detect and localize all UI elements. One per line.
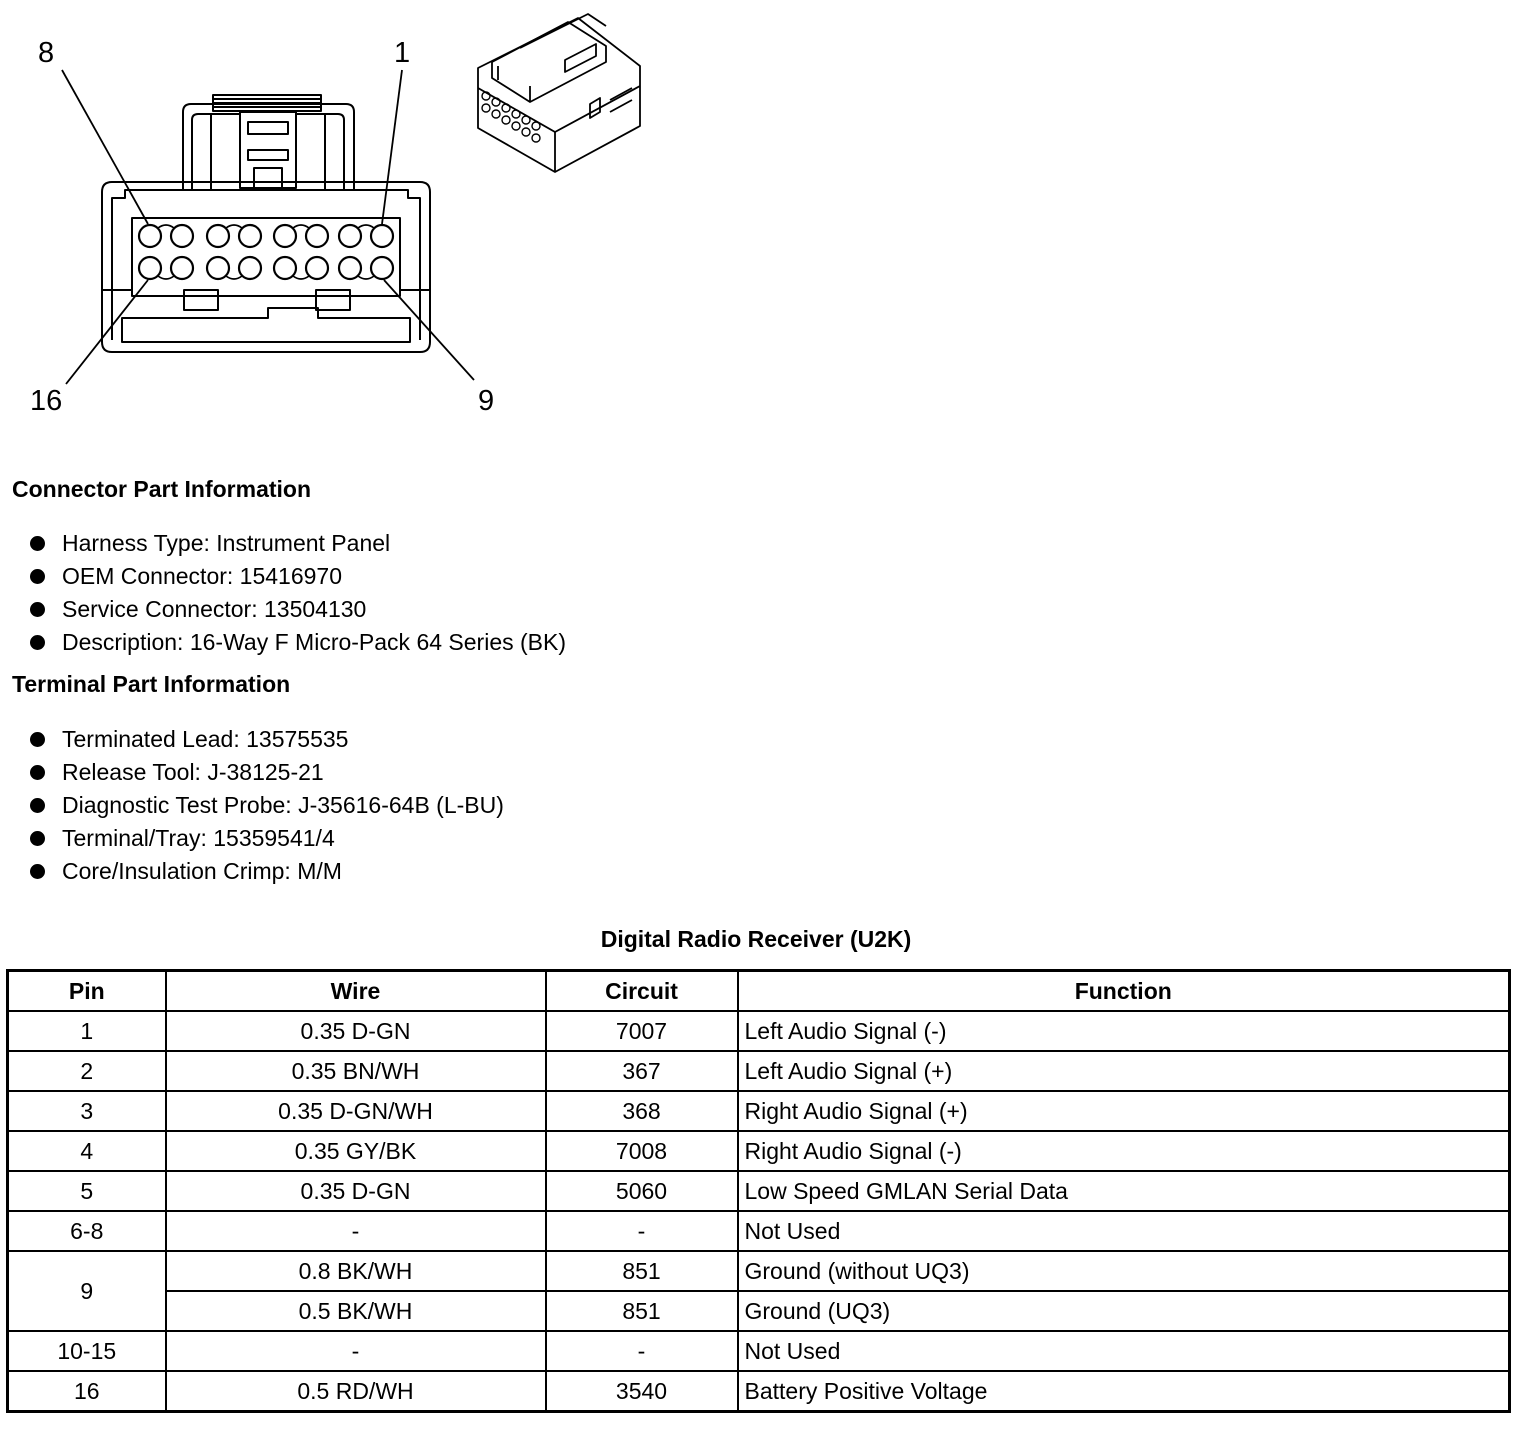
bullet-icon xyxy=(30,635,45,650)
connector-face-diagram xyxy=(0,0,700,450)
function-cell: Right Audio Signal (+) xyxy=(738,1091,1510,1131)
column-header-circuit: Circuit xyxy=(546,971,738,1012)
connector-latch xyxy=(183,95,354,190)
table-row xyxy=(8,1291,1510,1331)
wire-cell: 0.8 BK/WH xyxy=(166,1251,546,1291)
circuit-cell: 367 xyxy=(546,1051,738,1091)
bullet-icon xyxy=(30,798,45,813)
connector-housing xyxy=(102,182,430,352)
wire-cell: 0.5 RD/WH xyxy=(166,1371,546,1412)
pin-cell: 2 xyxy=(8,1051,166,1091)
column-header-pin: Pin xyxy=(8,971,166,1012)
bullet-icon xyxy=(30,765,45,780)
table-row xyxy=(8,1251,1510,1291)
pin-label-8: 8 xyxy=(38,37,55,69)
list-item: Diagnostic Test Probe: J-35616-64B (L-BU) xyxy=(28,789,504,822)
circuit-cell: 5060 xyxy=(546,1171,738,1211)
pin-cavities xyxy=(139,225,393,279)
pin-cell: 4 xyxy=(8,1131,166,1171)
connector-part-info-list xyxy=(28,527,566,659)
function-cell: Right Audio Signal (-) xyxy=(738,1131,1510,1171)
bullet-icon xyxy=(30,864,45,879)
bullet-icon xyxy=(30,536,45,551)
wire-cell: 0.35 BN/WH xyxy=(166,1051,546,1091)
wire-cell: - xyxy=(166,1331,546,1371)
function-cell: Ground (without UQ3) xyxy=(738,1251,1510,1291)
table-row xyxy=(8,1011,1510,1051)
pin-label-1: 1 xyxy=(394,37,411,69)
pin-cell: 9 xyxy=(8,1251,166,1331)
pin-cell: 10-15 xyxy=(8,1331,166,1371)
list-item: Terminal/Tray: 15359541/4 xyxy=(28,822,504,855)
pin-cell: 3 xyxy=(8,1091,166,1131)
table-row xyxy=(8,1331,1510,1371)
connector-isometric-view xyxy=(478,14,640,172)
table-header-row xyxy=(8,971,1510,1012)
pin-label-16: 16 xyxy=(30,385,63,417)
pin-label-9: 9 xyxy=(478,385,495,417)
column-header-wire: Wire xyxy=(166,971,546,1012)
pin-cell: 16 xyxy=(8,1371,166,1412)
column-header-function: Function xyxy=(738,971,1510,1012)
pinout-table xyxy=(6,969,1511,1413)
pin-cell: 1 xyxy=(8,1011,166,1051)
wire-cell: 0.35 D-GN xyxy=(166,1011,546,1051)
circuit-cell: - xyxy=(546,1211,738,1251)
circuit-cell: 3540 xyxy=(546,1371,738,1412)
bullet-icon xyxy=(30,569,45,584)
table-row xyxy=(8,1211,1510,1251)
list-item: OEM Connector: 15416970 xyxy=(28,560,566,593)
circuit-cell: 851 xyxy=(546,1291,738,1331)
terminal-part-info-heading: Terminal Part Information xyxy=(12,671,291,697)
circuit-cell: 851 xyxy=(546,1251,738,1291)
circuit-cell: - xyxy=(546,1331,738,1371)
list-item: Terminated Lead: 13575535 xyxy=(28,723,504,756)
table-title: Digital Radio Receiver (U2K) xyxy=(600,926,912,952)
bullet-icon xyxy=(30,602,45,617)
function-cell: Left Audio Signal (+) xyxy=(738,1051,1510,1091)
list-item: Core/Insulation Crimp: M/M xyxy=(28,855,504,888)
circuit-cell: 7008 xyxy=(546,1131,738,1171)
function-cell: Battery Positive Voltage xyxy=(738,1371,1510,1412)
wire-cell: 0.35 D-GN xyxy=(166,1171,546,1211)
terminal-part-info-list xyxy=(28,723,504,888)
wire-cell: 0.35 GY/BK xyxy=(166,1131,546,1171)
connector-part-info-heading: Connector Part Information xyxy=(12,476,312,502)
table-row xyxy=(8,1371,1510,1412)
function-cell: Not Used xyxy=(738,1211,1510,1251)
bullet-icon xyxy=(30,732,45,747)
wire-cell: 0.5 BK/WH xyxy=(166,1291,546,1331)
function-cell: Not Used xyxy=(738,1331,1510,1371)
wire-cell: - xyxy=(166,1211,546,1251)
pin-cell: 6-8 xyxy=(8,1211,166,1251)
wire-cell: 0.35 D-GN/WH xyxy=(166,1091,546,1131)
circuit-cell: 7007 xyxy=(546,1011,738,1051)
function-cell: Left Audio Signal (-) xyxy=(738,1011,1510,1051)
table-row xyxy=(8,1131,1510,1171)
function-cell: Ground (UQ3) xyxy=(738,1291,1510,1331)
function-cell: Low Speed GMLAN Serial Data xyxy=(738,1171,1510,1211)
list-item: Service Connector: 13504130 xyxy=(28,593,566,626)
list-item: Harness Type: Instrument Panel xyxy=(28,527,566,560)
list-item: Description: 16-Way F Micro-Pack 64 Series (BK) xyxy=(28,626,566,659)
circuit-cell: 368 xyxy=(546,1091,738,1131)
list-item: Release Tool: J-38125-21 xyxy=(28,756,504,789)
table-row xyxy=(8,1051,1510,1091)
table-row xyxy=(8,1171,1510,1211)
table-row xyxy=(8,1091,1510,1131)
bullet-icon xyxy=(30,831,45,846)
pin-cell: 5 xyxy=(8,1171,166,1211)
